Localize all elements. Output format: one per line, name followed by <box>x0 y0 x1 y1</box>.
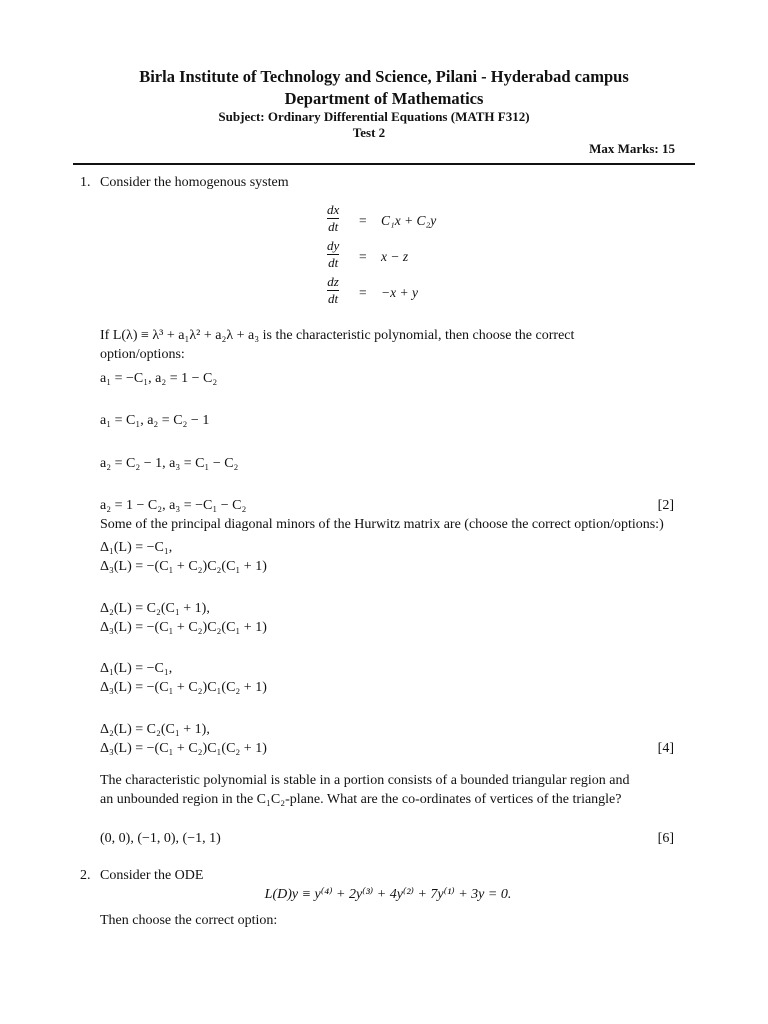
option-b1-line1[interactable]: Δ₁(L) = −C₁, <box>100 540 173 555</box>
max-marks: Max Marks: 15 <box>589 141 675 156</box>
q2-prompt: Then choose the correct option: <box>100 913 278 928</box>
equation-rhs-3: −x + y <box>381 285 418 300</box>
q1-number: 1. <box>80 175 91 190</box>
test-name: Test 2 <box>352 125 386 140</box>
option-a4[interactable]: a₂ = 1 − C₂, a₃ = −C₁ − C₂ <box>100 498 247 513</box>
institute-title: Birla Institute of Technology and Science, Pilani - Hyderabad campus <box>139 67 629 86</box>
stability-prompt-line1: The characteristic polynomial is stable in a portion consists of a bounded triangular region and <box>100 773 630 788</box>
q2-ode-equation: L(D)y ≡ y⁽⁴⁾ + 2y⁽³⁾ + 4y⁽²⁾ + 7y⁽¹⁾ + 3y = 0. <box>264 887 512 902</box>
department-title: Department of Mathematics <box>284 89 484 108</box>
triangle-vertices-answer: (0, 0), (−1, 0), (−1, 1) <box>100 831 221 846</box>
marks-part-a: [2] <box>657 498 674 513</box>
marks-part-b: [4] <box>657 741 674 756</box>
equation-rhs-1: C₁x + C₂y <box>381 213 437 228</box>
option-a3[interactable]: a₂ = C₂ − 1, a₃ = C₁ − C₂ <box>100 456 239 471</box>
marks-part-c: [6] <box>657 831 674 846</box>
option-b3-line1[interactable]: Δ₁(L) = −C₁, <box>100 661 173 676</box>
q2-intro: Consider the ODE <box>100 868 204 883</box>
equals-sign: = <box>359 285 367 300</box>
option-b4-line1[interactable]: Δ₂(L) = C₂(C₁ + 1), <box>100 722 210 737</box>
equation-rhs-2: x − z <box>381 249 409 264</box>
char-poly-prompt-line2: option/options: <box>100 347 185 362</box>
subject-line: Subject: Ordinary Differential Equations (MATH F312) <box>218 109 530 124</box>
char-poly-prompt-line1: If L(λ) ≡ λ³ + a₁λ² + a₂λ + a₃ is the characteristic polynomial, then choose the correct <box>100 328 575 343</box>
fraction-dx-dt: $\frac{dx}{dt}$ <box>327 202 340 234</box>
option-a2[interactable]: a₁ = C₁, a₂ = C₂ − 1 <box>100 413 210 428</box>
equals-sign: = <box>359 213 367 228</box>
fraction-dz-dt: $\frac{dz}{dt}$ <box>327 274 339 306</box>
option-b2-line1[interactable]: Δ₂(L) = C₂(C₁ + 1), <box>100 601 210 616</box>
hurwitz-prompt: Some of the principal diagonal minors of the Hurwitz matrix are (choose the correct option/options:) <box>100 517 664 532</box>
option-b4-line2[interactable]: Δ₃(L) = −(C₁ + C₂)C₁(C₂ + 1) <box>100 741 267 756</box>
option-a1[interactable]: a₁ = −C₁, a₂ = 1 − C₂ <box>100 371 218 386</box>
header-divider <box>73 163 695 165</box>
option-b1-line2[interactable]: Δ₃(L) = −(C₁ + C₂)C₂(C₁ + 1) <box>100 559 267 574</box>
q2-number: 2. <box>80 868 91 883</box>
option-b2-line2[interactable]: Δ₃(L) = −(C₁ + C₂)C₂(C₁ + 1) <box>100 620 267 635</box>
fraction-dy-dt: $\frac{dy}{dt}$ <box>327 238 340 270</box>
equals-sign: = <box>359 249 367 264</box>
q1-intro: Consider the homogenous system <box>100 175 289 190</box>
stability-prompt-line2: an unbounded region in the C₁C₂-plane. What are the co-ordinates of vertices of the triangle? <box>100 792 622 807</box>
option-b3-line2[interactable]: Δ₃(L) = −(C₁ + C₂)C₁(C₂ + 1) <box>100 680 267 695</box>
